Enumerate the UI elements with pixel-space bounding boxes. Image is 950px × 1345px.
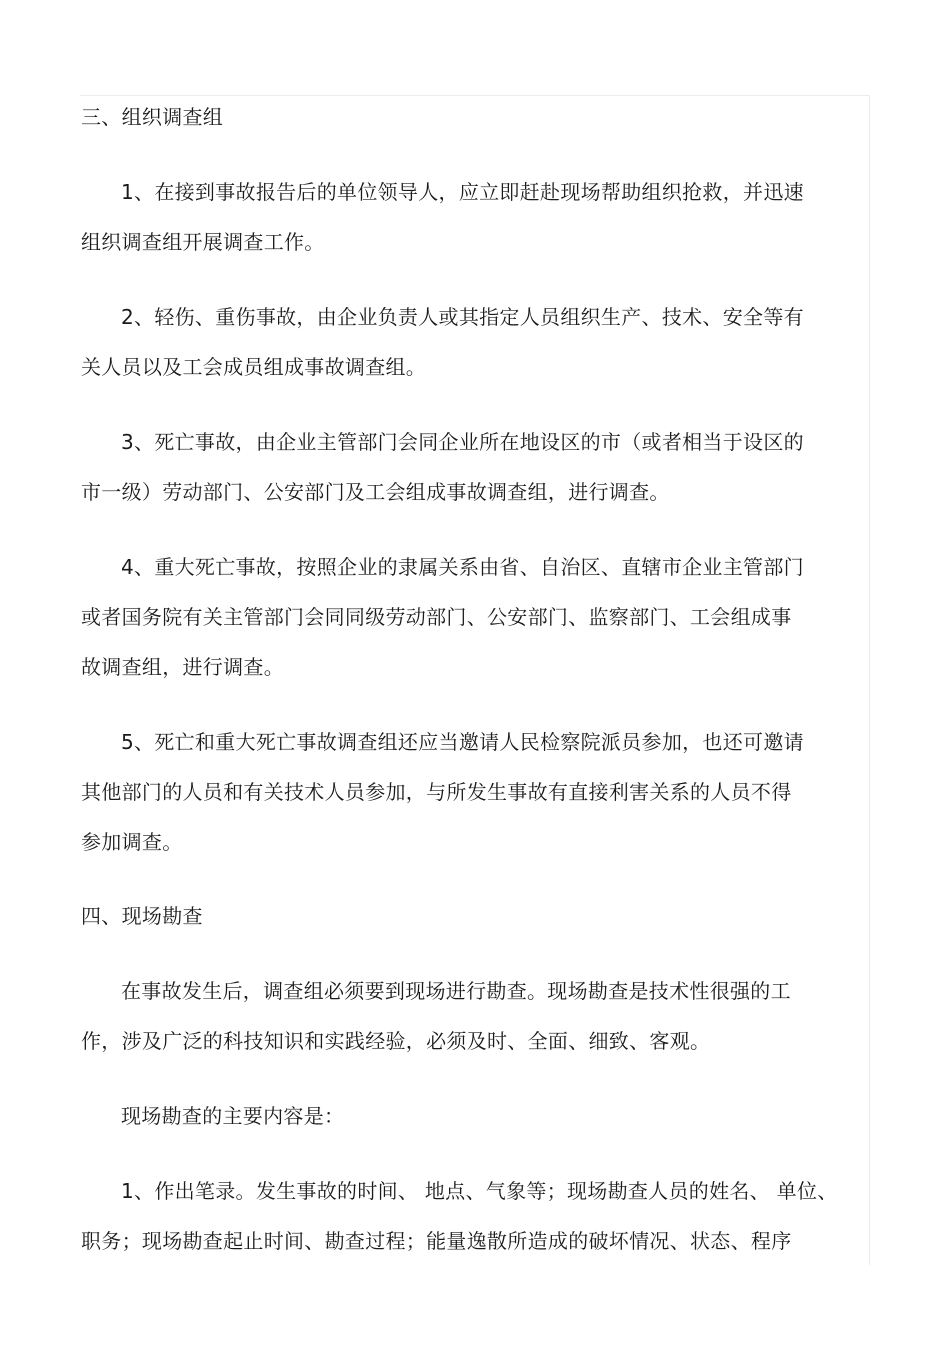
paragraph-line: 或者国务院有关主管部门会同同级劳动部门、公安部门、监察部门、工会组成事: [81, 605, 792, 629]
paragraph-line: 现场勘查的主要内容是：: [121, 1104, 345, 1128]
paragraph-line: 作，涉及广泛的科技知识和实践经验，必须及时、全面、细致、客观。: [81, 1029, 711, 1053]
paragraph-line: 组织调查组开展调查工作。: [81, 230, 325, 254]
paragraph-line: 职务；现场勘查起止时间、勘查过程；能量逸散所造成的破坏情况、状态、程序: [81, 1229, 792, 1253]
paragraph-line: 3、死亡事故，由企业主管部门会同企业所在地设区的市（或者相当于设区的: [121, 430, 804, 454]
paragraph-line: 其他部门的人员和有关技术人员参加，与所发生事故有直接利害关系的人员不得: [81, 780, 792, 804]
paragraph-line: 5、死亡和重大死亡事故调查组还应当邀请人民检察院派员参加，也还可邀请: [121, 730, 804, 754]
paragraph-line: 故调查组，进行调查。: [81, 655, 284, 679]
paragraph-line: 4、重大死亡事故，按照企业的隶属关系由省、自治区、直辖市企业主管部门: [121, 555, 804, 579]
section-heading-investigation-team: 三、组织调查组: [81, 105, 224, 129]
paragraph-line: 在事故发生后，调查组必须要到现场进行勘查。现场勘查是技术性很强的工: [121, 979, 791, 1003]
paragraph-line: 1、在接到事故报告后的单位领导人，应立即赶赴现场帮助组织抢救，并迅速: [121, 180, 804, 204]
paragraph-line: 关人员以及工会成员组成事故调查组。: [81, 355, 427, 379]
page-border-right: [869, 95, 870, 1265]
paragraph-line: 1、作出笔录。发生事故的时间、 地点、气象等；现场勘查人员的姓名、 单位、: [121, 1179, 838, 1203]
page-border-top: [80, 95, 870, 96]
paragraph-line: 市一级）劳动部门、公安部门及工会组成事故调查组，进行调查。: [81, 480, 670, 504]
paragraph-line: 2、轻伤、重伤事故，由企业负责人或其指定人员组织生产、技术、安全等有: [121, 305, 804, 329]
paragraph-line: 参加调查。: [81, 830, 183, 854]
section-heading-site-survey: 四、现场勘查: [81, 904, 203, 928]
